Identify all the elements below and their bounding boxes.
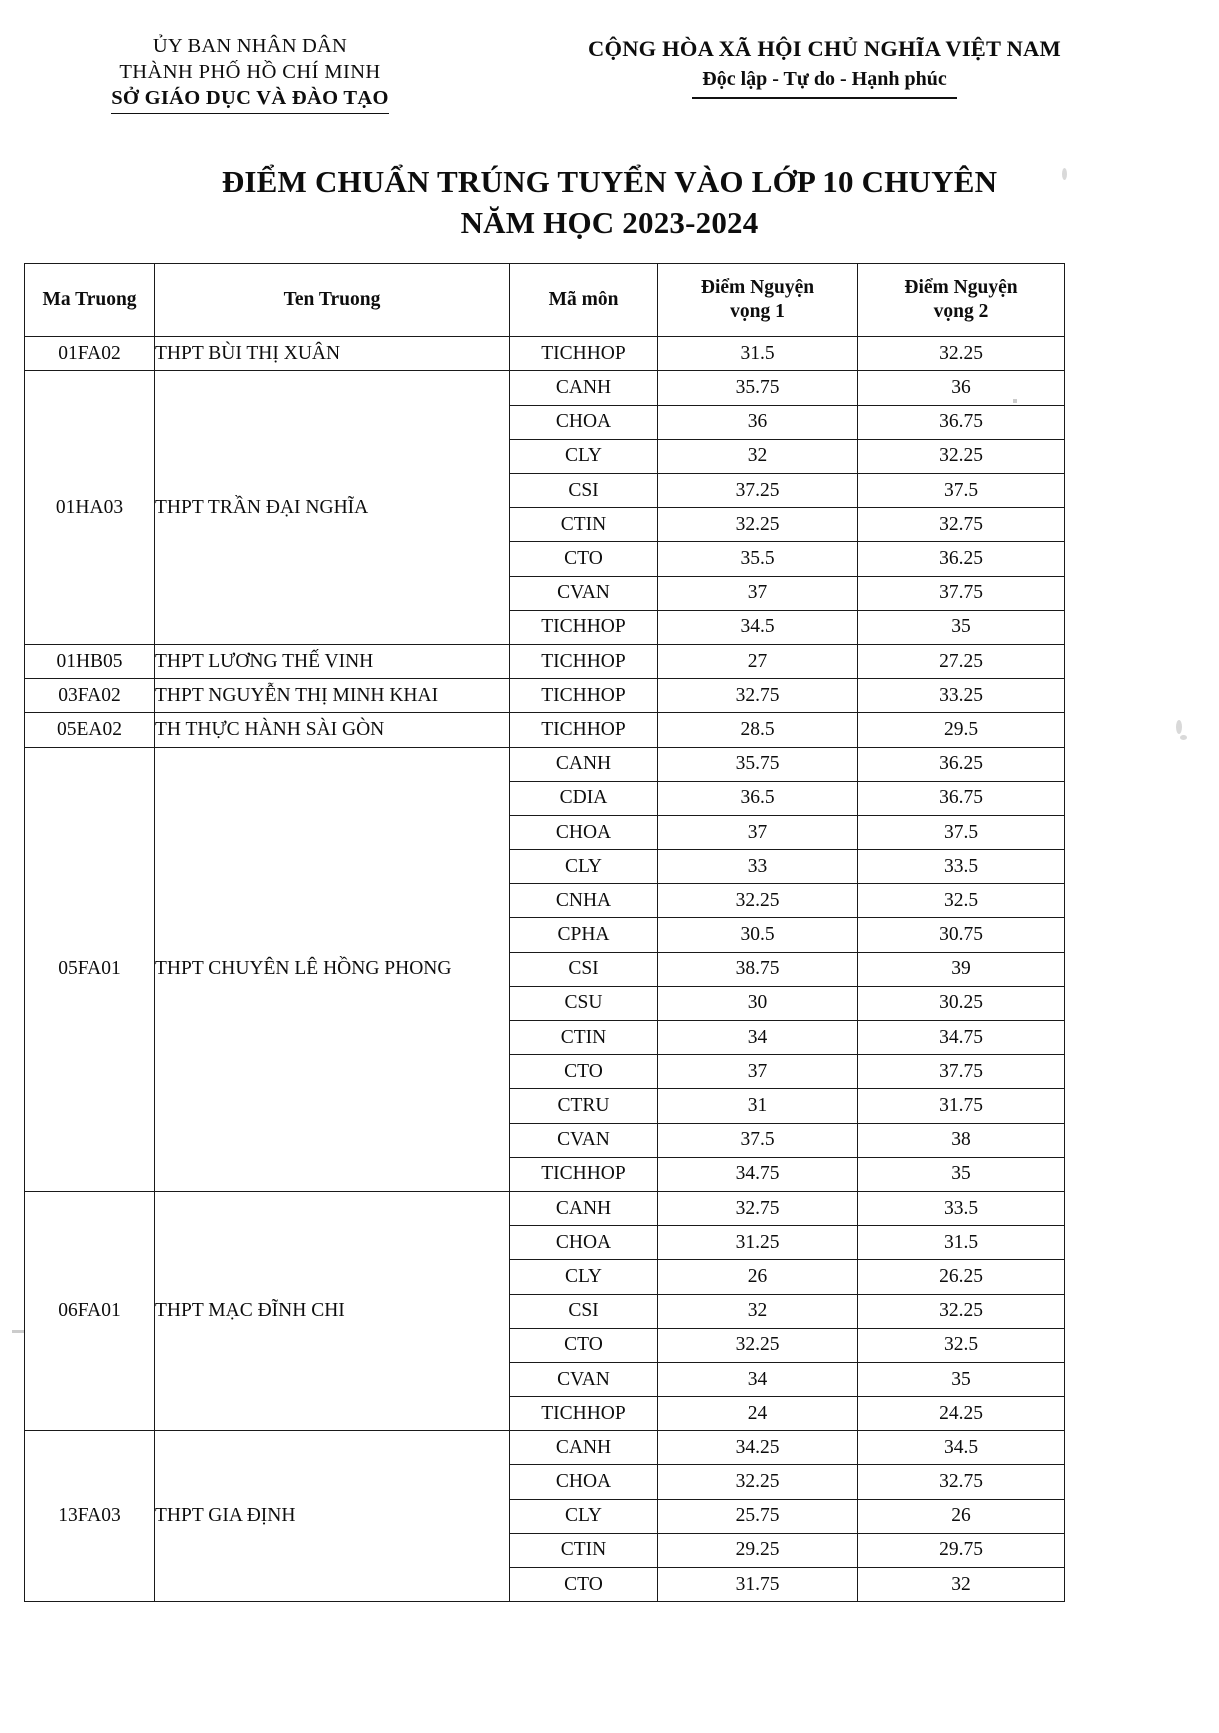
cell-score-choice-1: 32.75 [658, 679, 858, 713]
table-header [25, 264, 1065, 337]
cell-score-choice-1: 32.25 [658, 1328, 858, 1362]
country-name: CỘNG HÒA XÃ HỘI CHỦ NGHĨA VIỆT NAM [588, 36, 1061, 61]
cell-subject-code: TICHHOP [510, 610, 658, 644]
page-title-line-1: ĐIỂM CHUẨN TRÚNG TUYỂN VÀO LỚP 10 CHUYÊN [221, 164, 998, 200]
cell-score-choice-1: 26 [658, 1260, 858, 1294]
cell-score-choice-1: 36 [658, 405, 858, 439]
cell-score-choice-2: 33.5 [858, 1191, 1065, 1225]
cell-score-choice-1: 35.75 [658, 747, 858, 781]
cell-score-choice-2: 32.5 [858, 1328, 1065, 1362]
cell-score-choice-2: 31.75 [858, 1089, 1065, 1123]
motto-underline [692, 97, 957, 99]
table-row [25, 371, 1065, 405]
cell-score-choice-2: 32.25 [858, 337, 1065, 371]
cell-score-choice-1: 37 [658, 1055, 858, 1089]
cell-subject-code: TICHHOP [510, 1397, 658, 1431]
cell-score-choice-1: 32.25 [658, 884, 858, 918]
cell-score-choice-2: 29.75 [858, 1533, 1065, 1567]
cell-score-choice-1: 35.5 [658, 542, 858, 576]
cell-subject-code: CANH [510, 747, 658, 781]
cell-score-choice-2: 32.75 [858, 508, 1065, 542]
cell-score-choice-2: 34.5 [858, 1431, 1065, 1465]
cell-subject-code: TICHHOP [510, 644, 658, 678]
cell-subject-code: CSI [510, 1294, 658, 1328]
cell-school-code: 01FA02 [25, 337, 155, 371]
cell-subject-code: CANH [510, 1191, 658, 1225]
cell-subject-code: CVAN [510, 576, 658, 610]
cell-score-choice-1: 34 [658, 1021, 858, 1055]
column-header-score-choice-1 [658, 264, 858, 337]
cell-subject-code: CTO [510, 542, 658, 576]
score-choice-2-line-1: Điểm Nguyện [904, 277, 1018, 299]
cell-subject-code: TICHHOP [510, 337, 658, 371]
department-name: SỞ GIÁO DỤC VÀ ĐÀO TẠO [111, 86, 389, 115]
cell-subject-code: CHOA [510, 1465, 658, 1499]
cell-school-name: THPT MẠC ĐĨNH CHI [155, 1191, 510, 1430]
column-header-school-name: Ten Truong [155, 264, 510, 337]
cell-subject-code: CLY [510, 1499, 658, 1533]
cell-score-choice-1: 34 [658, 1362, 858, 1396]
table-row [25, 1191, 1065, 1225]
cell-score-choice-1: 31.5 [658, 337, 858, 371]
cell-score-choice-2: 37.75 [858, 1055, 1065, 1089]
cell-subject-code: CSU [510, 986, 658, 1020]
column-header-school-code: Ma Truong [25, 264, 155, 337]
cell-school-code: 05FA01 [25, 747, 155, 1191]
cell-score-choice-2: 31.5 [858, 1226, 1065, 1260]
cell-score-choice-2: 36.75 [858, 781, 1065, 815]
cell-subject-code: TICHHOP [510, 713, 658, 747]
table-body [25, 337, 1065, 1602]
cell-subject-code: CVAN [510, 1123, 658, 1157]
cell-score-choice-2: 35 [858, 1157, 1065, 1191]
cell-score-choice-1: 29.25 [658, 1533, 858, 1567]
cell-score-choice-1: 32.25 [658, 1465, 858, 1499]
table-row [25, 747, 1065, 781]
letterhead [0, 0, 1219, 114]
cell-score-choice-1: 27 [658, 644, 858, 678]
cell-score-choice-1: 36.5 [658, 781, 858, 815]
cell-score-choice-2: 38 [858, 1123, 1065, 1157]
cell-subject-code: CHOA [510, 405, 658, 439]
cell-subject-code: CHOA [510, 1226, 658, 1260]
cell-score-choice-2: 36.25 [858, 542, 1065, 576]
cell-school-code: 01HA03 [25, 371, 155, 645]
cell-score-choice-2: 26.25 [858, 1260, 1065, 1294]
cell-score-choice-1: 31.25 [658, 1226, 858, 1260]
score-choice-1-line-2: vọng 1 [730, 301, 785, 323]
cell-score-choice-2: 37.5 [858, 474, 1065, 508]
cell-score-choice-2: 35 [858, 610, 1065, 644]
cell-score-choice-1: 34.5 [658, 610, 858, 644]
cell-score-choice-2: 36.25 [858, 747, 1065, 781]
page-title [0, 162, 1219, 244]
cell-score-choice-2: 36.75 [858, 405, 1065, 439]
cell-subject-code: CSI [510, 474, 658, 508]
cell-subject-code: CTIN [510, 1533, 658, 1567]
cell-score-choice-1: 24 [658, 1397, 858, 1431]
column-header-score-choice-2 [858, 264, 1065, 337]
cell-score-choice-2: 32.5 [858, 884, 1065, 918]
cell-score-choice-1: 33 [658, 850, 858, 884]
national-heading-block [500, 34, 1219, 99]
cell-score-choice-1: 30 [658, 986, 858, 1020]
cell-score-choice-1: 32 [658, 1294, 858, 1328]
cell-score-choice-2: 24.25 [858, 1397, 1065, 1431]
cell-score-choice-2: 32.25 [858, 439, 1065, 473]
cell-score-choice-1: 34.75 [658, 1157, 858, 1191]
cell-score-choice-2: 30.75 [858, 918, 1065, 952]
cell-score-choice-1: 37.5 [658, 1123, 858, 1157]
table-row [25, 337, 1065, 371]
cell-score-choice-2: 37.75 [858, 576, 1065, 610]
cell-score-choice-2: 37.5 [858, 815, 1065, 849]
cell-score-choice-1: 31.75 [658, 1568, 858, 1602]
cell-school-name: THPT BÙI THỊ XUÂN [155, 337, 510, 371]
admission-scores-table [24, 263, 1065, 1602]
page-title-line-2: NĂM HỌC 2023-2024 [460, 205, 759, 241]
issuing-authority-block [0, 34, 500, 114]
table-row [25, 1431, 1065, 1465]
cell-score-choice-1: 31 [658, 1089, 858, 1123]
cell-subject-code: CTRU [510, 1089, 658, 1123]
cell-subject-code: CANH [510, 371, 658, 405]
cell-score-choice-1: 37.25 [658, 474, 858, 508]
cell-score-choice-2: 35 [858, 1362, 1065, 1396]
cell-subject-code: CDIA [510, 781, 658, 815]
cell-subject-code: CLY [510, 850, 658, 884]
cell-subject-code: CVAN [510, 1362, 658, 1396]
cell-subject-code: CTO [510, 1568, 658, 1602]
cell-subject-code: CTIN [510, 508, 658, 542]
cell-subject-code: CHOA [510, 815, 658, 849]
cell-score-choice-2: 34.75 [858, 1021, 1065, 1055]
cell-subject-code: TICHHOP [510, 679, 658, 713]
cell-subject-code: CTIN [510, 1021, 658, 1055]
cell-school-name: TH THỰC HÀNH SÀI GÒN [155, 713, 510, 747]
cell-score-choice-1: 25.75 [658, 1499, 858, 1533]
cell-school-name: THPT NGUYỄN THỊ MINH KHAI [155, 679, 510, 713]
table-row [25, 679, 1065, 713]
cell-subject-code: CTO [510, 1328, 658, 1362]
authority-line-1: ỦY BAN NHÂN DÂN [152, 35, 348, 57]
cell-score-choice-2: 32.25 [858, 1294, 1065, 1328]
scan-streak [12, 1330, 24, 1333]
cell-score-choice-1: 38.75 [658, 952, 858, 986]
cell-score-choice-1: 30.5 [658, 918, 858, 952]
cell-score-choice-2: 27.25 [858, 644, 1065, 678]
cell-score-choice-2: 33.25 [858, 679, 1065, 713]
cell-school-code: 05EA02 [25, 713, 155, 747]
cell-score-choice-1: 32.25 [658, 508, 858, 542]
table-header-row [25, 264, 1065, 337]
cell-score-choice-1: 37 [658, 576, 858, 610]
cell-subject-code: CPHA [510, 918, 658, 952]
cell-score-choice-1: 32 [658, 439, 858, 473]
cell-score-choice-2: 30.25 [858, 986, 1065, 1020]
cell-score-choice-2: 29.5 [858, 713, 1065, 747]
score-choice-2-line-2: vọng 2 [933, 301, 989, 323]
table-row [25, 713, 1065, 747]
cell-score-choice-1: 32.75 [658, 1191, 858, 1225]
cell-subject-code: CSI [510, 952, 658, 986]
cell-subject-code: CNHA [510, 884, 658, 918]
score-choice-1-line-1: Điểm Nguyện [700, 277, 815, 299]
cell-school-code: 03FA02 [25, 679, 155, 713]
cell-school-name: THPT GIA ĐỊNH [155, 1431, 510, 1602]
cell-subject-code: CLY [510, 439, 658, 473]
cell-score-choice-2: 32.75 [858, 1465, 1065, 1499]
authority-line-2: THÀNH PHỐ HỒ CHÍ MINH [119, 60, 381, 83]
cell-school-name: THPT CHUYÊN LÊ HỒNG PHONG [155, 747, 510, 1191]
cell-score-choice-2: 39 [858, 952, 1065, 986]
cell-school-code: 13FA03 [25, 1431, 155, 1602]
cell-score-choice-1: 37 [658, 815, 858, 849]
cell-subject-code: CTO [510, 1055, 658, 1089]
column-header-subject-code: Mã môn [510, 264, 658, 337]
cell-score-choice-2: 33.5 [858, 850, 1065, 884]
cell-score-choice-1: 34.25 [658, 1431, 858, 1465]
cell-score-choice-1: 35.75 [658, 371, 858, 405]
cell-school-code: 06FA01 [25, 1191, 155, 1430]
cell-subject-code: CLY [510, 1260, 658, 1294]
national-motto: Độc lập - Tự do - Hạnh phúc [702, 68, 947, 91]
cell-school-code: 01HB05 [25, 644, 155, 678]
cell-score-choice-2: 32 [858, 1568, 1065, 1602]
scores-table-wrapper [24, 263, 1195, 1602]
cell-subject-code: CANH [510, 1431, 658, 1465]
cell-score-choice-2: 36 [858, 371, 1065, 405]
cell-score-choice-2: 26 [858, 1499, 1065, 1533]
table-row [25, 644, 1065, 678]
cell-school-name: THPT LƯƠNG THẾ VINH [155, 644, 510, 678]
cell-school-name: THPT TRẦN ĐẠI NGHĨA [155, 371, 510, 645]
cell-subject-code: TICHHOP [510, 1157, 658, 1191]
cell-score-choice-1: 28.5 [658, 713, 858, 747]
